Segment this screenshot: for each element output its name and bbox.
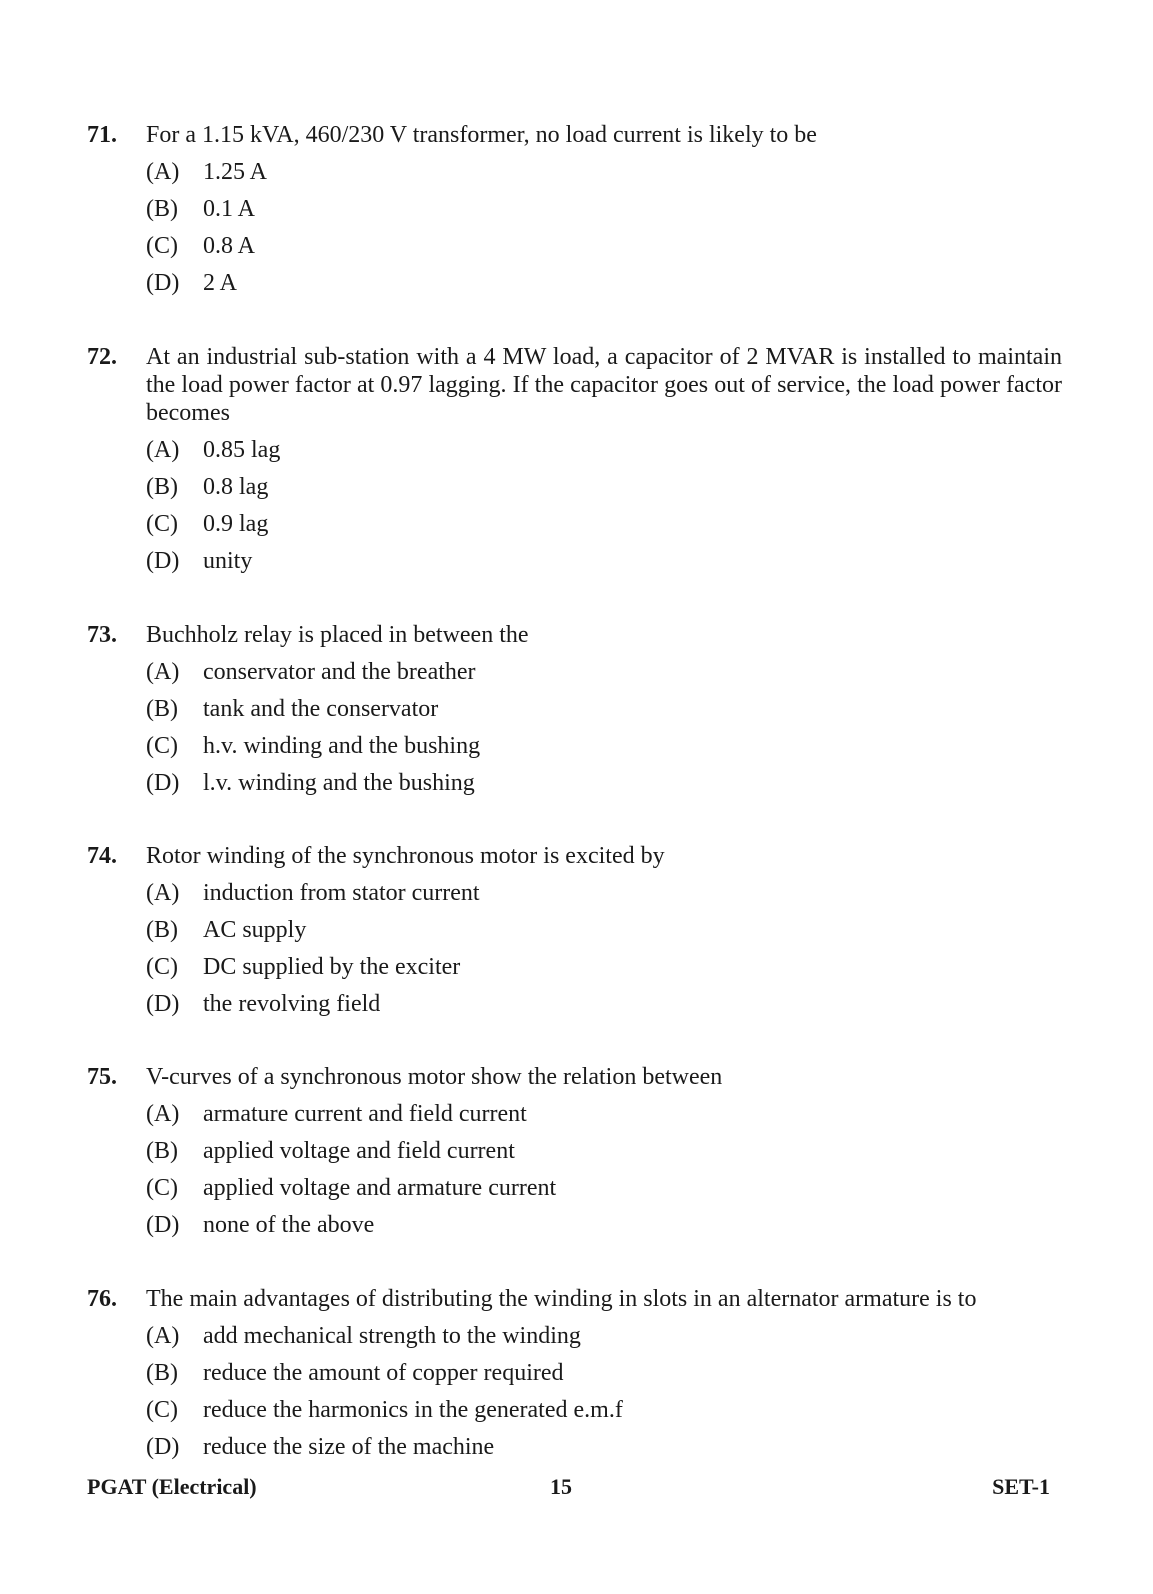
option-b (146, 916, 1062, 953)
option-b (146, 195, 1062, 232)
question-75 (87, 1063, 1062, 1248)
option-a (146, 1322, 1062, 1359)
option-a (146, 1100, 1062, 1137)
option-label: (B) (146, 196, 178, 222)
options-list (146, 1322, 1062, 1470)
option-b (146, 1137, 1062, 1174)
option-text: applied voltage and armature current (203, 1175, 557, 1201)
option-label: (A) (146, 159, 180, 185)
question-number: 71. (87, 122, 117, 148)
question-number: 74. (87, 843, 117, 869)
option-text: none of the above (203, 1212, 375, 1238)
option-b (146, 473, 1062, 510)
option-text: 1.25 A (203, 159, 268, 185)
option-text: l.v. winding and the bushing (203, 770, 475, 796)
option-c (146, 732, 1062, 769)
option-c (146, 953, 1062, 990)
question-71 (87, 121, 1062, 306)
option-text: 0.1 A (203, 196, 256, 222)
options-list (146, 436, 1062, 584)
option-text: induction from stator current (203, 880, 480, 906)
question-72 (87, 343, 1062, 584)
page-number: 15 (550, 1474, 572, 1499)
option-text: reduce the amount of copper required (203, 1360, 564, 1386)
option-text: DC supplied by the exciter (203, 954, 461, 980)
options-list (146, 658, 1062, 806)
option-c (146, 510, 1062, 547)
option-label: (D) (146, 1434, 180, 1460)
option-text: tank and the conservator (203, 696, 439, 722)
question-text: Rotor winding of the synchronous motor is excited by (146, 843, 665, 869)
option-text: the revolving field (203, 991, 381, 1017)
question-number: 72. (87, 344, 117, 370)
option-text: 2 A (203, 270, 238, 296)
option-label: (A) (146, 1323, 180, 1349)
option-b (146, 1359, 1062, 1396)
option-text: armature current and field current (203, 1101, 527, 1127)
question-76 (87, 1285, 1062, 1470)
option-c (146, 1174, 1062, 1211)
question-text: The main advantages of distributing the winding in slots in an alternator armature is to (146, 1286, 977, 1312)
options-list (146, 879, 1062, 1027)
option-text: add mechanical strength to the winding (203, 1323, 581, 1349)
option-text: reduce the harmonics in the generated e.m.f (203, 1397, 623, 1423)
option-a (146, 436, 1062, 473)
option-d (146, 269, 1062, 306)
question-number: 76. (87, 1286, 117, 1312)
option-text: 0.85 lag (203, 437, 281, 463)
question-text: At an industrial sub-station with a 4 MW load, a capacitor of 2 MVAR is installed to maintain the load power factor at 0.97 lagging. If the capacitor goes out of service, the load power factor becomes (146, 344, 1062, 426)
option-text: h.v. winding and the bushing (203, 733, 481, 759)
option-a (146, 658, 1062, 695)
option-label: (D) (146, 270, 180, 296)
option-b (146, 695, 1062, 732)
option-label: (C) (146, 733, 178, 759)
option-label: (B) (146, 696, 178, 722)
option-text: 0.8 A (203, 233, 256, 259)
option-label: (D) (146, 770, 180, 796)
option-label: (B) (146, 1138, 178, 1164)
option-label: (A) (146, 659, 180, 685)
question-number: 75. (87, 1064, 117, 1090)
option-text: unity (203, 548, 253, 574)
option-text: applied voltage and field current (203, 1138, 515, 1164)
option-d (146, 1433, 1062, 1470)
option-a (146, 879, 1062, 916)
page-footer (87, 1473, 1050, 1501)
question-text: Buchholz relay is placed in between the (146, 622, 529, 648)
option-a (146, 158, 1062, 195)
option-label: (A) (146, 1101, 180, 1127)
option-label: (B) (146, 474, 178, 500)
option-d (146, 547, 1062, 584)
options-list (146, 1100, 1062, 1248)
option-label: (D) (146, 1212, 180, 1238)
question-number: 73. (87, 622, 117, 648)
question-73 (87, 621, 1062, 806)
question-74 (87, 842, 1062, 1027)
option-label: (A) (146, 880, 180, 906)
option-d (146, 1211, 1062, 1248)
option-label: (B) (146, 917, 178, 943)
options-list (146, 158, 1062, 306)
option-text: 0.9 lag (203, 511, 269, 537)
option-text: AC supply (203, 917, 307, 943)
option-label: (C) (146, 233, 178, 259)
set-label: SET-1 (992, 1474, 1050, 1499)
question-text: For a 1.15 kVA, 460/230 V transformer, no load current is likely to be (146, 122, 817, 148)
option-text: reduce the size of the machine (203, 1434, 495, 1460)
option-label: (D) (146, 548, 180, 574)
option-c (146, 232, 1062, 269)
option-label: (C) (146, 954, 178, 980)
exam-title: PGAT (Electrical) (87, 1474, 257, 1499)
option-d (146, 990, 1062, 1027)
question-text: V-curves of a synchronous motor show the relation between (146, 1064, 723, 1090)
option-d (146, 769, 1062, 806)
option-label: (C) (146, 1397, 178, 1423)
option-label: (C) (146, 511, 178, 537)
option-c (146, 1396, 1062, 1433)
option-label: (D) (146, 991, 180, 1017)
option-label: (A) (146, 437, 180, 463)
option-label: (C) (146, 1175, 178, 1201)
option-text: conservator and the breather (203, 659, 476, 685)
option-text: 0.8 lag (203, 474, 269, 500)
option-label: (B) (146, 1360, 178, 1386)
